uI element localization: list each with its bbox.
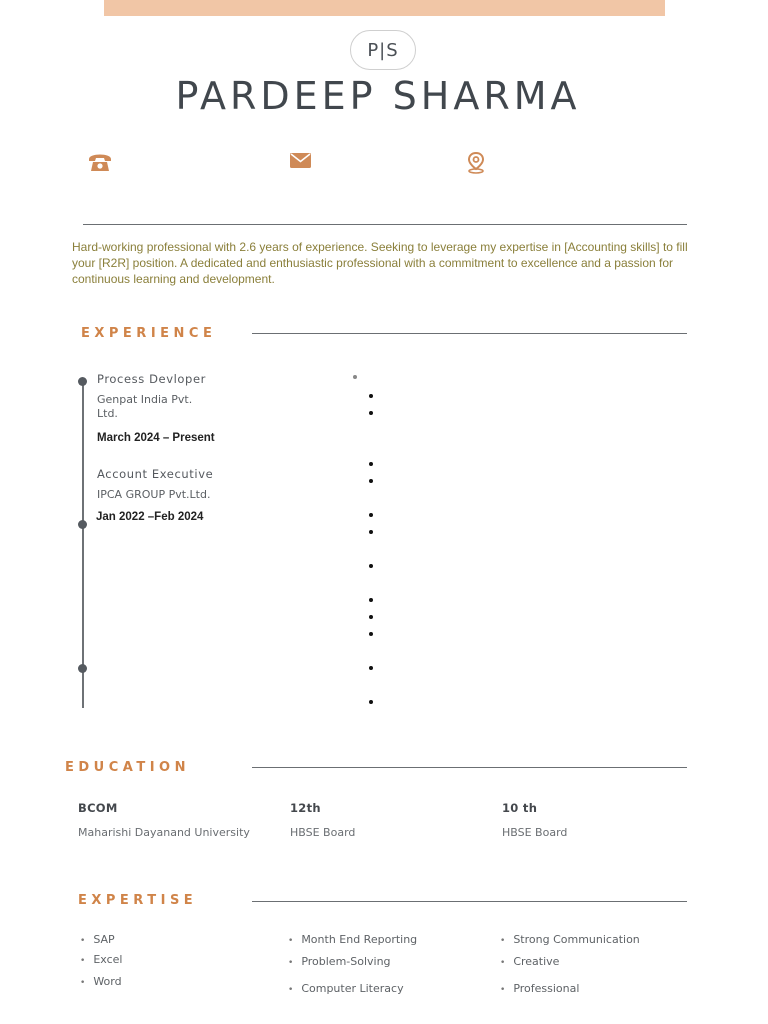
skill-item: • Word bbox=[80, 975, 122, 988]
education-degree: 12th bbox=[290, 801, 321, 815]
experience-heading: EXPERIENCE bbox=[81, 326, 217, 341]
bullet-marker bbox=[369, 615, 373, 619]
education-degree: BCOM bbox=[78, 801, 118, 815]
bullet-marker bbox=[369, 700, 373, 704]
skill-item: • Professional bbox=[500, 982, 580, 995]
timeline-dot bbox=[78, 377, 87, 386]
job-title: Account Executive bbox=[97, 467, 214, 481]
skill-item: • Creative bbox=[500, 955, 560, 968]
profile-summary: Hard-working professional with 2.6 years of experience. Seeking to leverage my expertise in [Accounting skills] to fill your [R2R] position. A dedicated and enthusiastic professional with a commitment to excellence and a passion for continuous learning and development. bbox=[72, 240, 688, 286]
timeline-dot bbox=[78, 664, 87, 673]
header-divider bbox=[83, 224, 687, 225]
job-company: IPCA GROUP Pvt.Ltd. bbox=[97, 488, 211, 501]
bullet-marker bbox=[369, 666, 373, 670]
skill-item: • Excel bbox=[80, 953, 123, 966]
monogram: P|S bbox=[350, 30, 416, 70]
bullet-marker bbox=[369, 462, 373, 466]
education-board: Maharishi Dayanand University bbox=[78, 826, 250, 839]
experience-divider bbox=[252, 333, 687, 334]
skill-item: • Month End Reporting bbox=[288, 933, 418, 946]
bullet-marker bbox=[369, 530, 373, 534]
education-degree: 10 th bbox=[502, 801, 538, 815]
expertise-divider bbox=[252, 901, 687, 902]
job-company: Genpat India Pvt. Ltd. bbox=[97, 393, 193, 420]
skill-item: • Problem-Solving bbox=[288, 955, 391, 968]
timeline-dot bbox=[78, 520, 87, 529]
envelope-icon bbox=[290, 153, 311, 168]
education-heading: EDUCATION bbox=[65, 760, 190, 775]
job-dates: Jan 2022 –Feb 2024 bbox=[96, 511, 204, 523]
skill-item: • Computer Literacy bbox=[288, 982, 404, 995]
timeline-line bbox=[82, 378, 84, 708]
phone-icon bbox=[87, 151, 113, 173]
bullet-marker bbox=[369, 479, 373, 483]
bullet-marker bbox=[353, 375, 357, 379]
job-dates: March 2024 – Present bbox=[97, 432, 215, 444]
bullet-marker bbox=[369, 394, 373, 398]
expertise-heading: EXPERTISE bbox=[78, 893, 198, 908]
education-divider bbox=[252, 767, 687, 768]
skill-item: • SAP bbox=[80, 933, 115, 946]
bullet-marker bbox=[369, 564, 373, 568]
skill-item: • Strong Communication bbox=[500, 933, 640, 946]
candidate-name: PARDEEP SHARMA bbox=[175, 74, 581, 118]
bullet-marker bbox=[369, 598, 373, 602]
job-title: Process Devloper bbox=[97, 372, 206, 386]
education-board: HBSE Board bbox=[290, 826, 356, 839]
header-accent-bar bbox=[104, 0, 665, 16]
bullet-marker bbox=[369, 513, 373, 517]
location-pin-icon bbox=[466, 151, 486, 174]
bullet-marker bbox=[369, 632, 373, 636]
bullet-marker bbox=[369, 411, 373, 415]
education-board: HBSE Board bbox=[502, 826, 568, 839]
